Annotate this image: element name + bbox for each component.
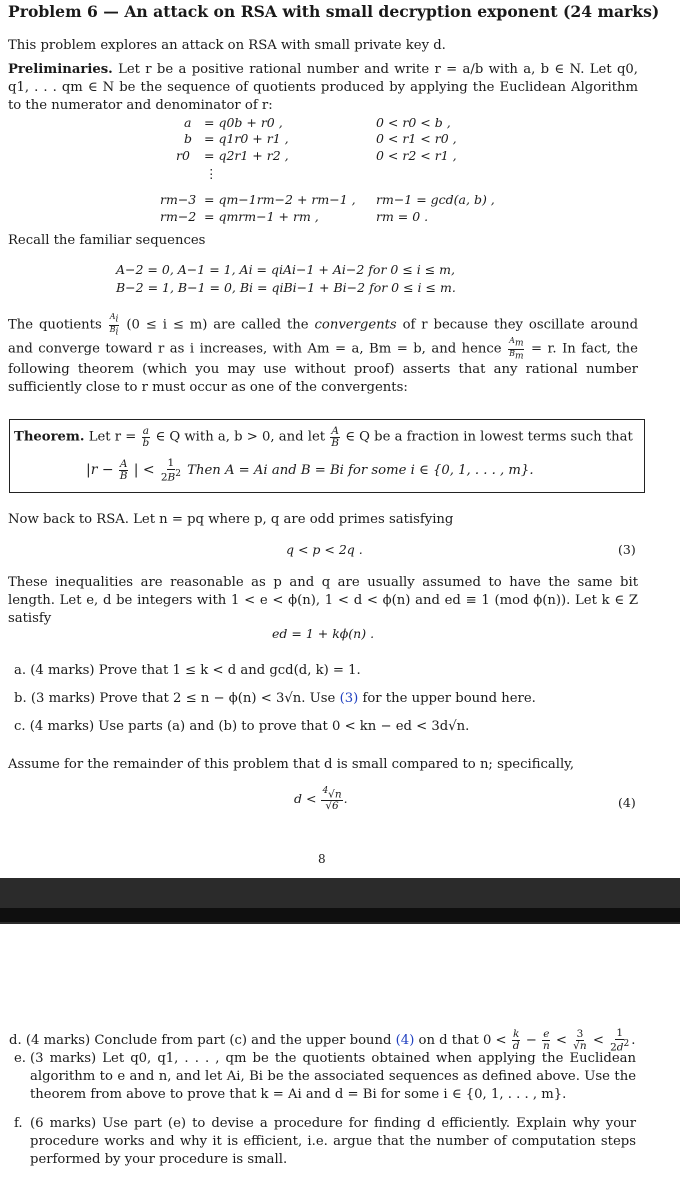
part-a-label: a. [14, 663, 27, 678]
part-c [14, 718, 642, 736]
fraction-3-rootn: $\frac{3}{√n}$ [573, 1028, 587, 1052]
part-a [14, 662, 642, 680]
theorem-line-1 [14, 426, 633, 448]
equation-ed: ed = 1 + kϕ(n) . [272, 626, 375, 641]
equation-3-number: (3) [618, 542, 636, 557]
euclid-rhs-1: = q1r0 + r1 , [204, 131, 289, 146]
fraction-k-d: $\frac{k}{d}$ [512, 1028, 520, 1052]
part-c-text: (4 marks) Use parts (a) and (b) to prove that 0 < kn − ed < 3d√n. [29, 719, 470, 734]
theorem-text-a: Let r = [88, 429, 137, 445]
part-e-label: e. [14, 1051, 26, 1066]
sequence-B: B−2 = 1, B−1 = 0, Bi = qiBi−1 + Bi−2 for 0 ≤ i ≤ m. [116, 280, 456, 295]
part-b-text-a: (3 marks) Prove that 2 ≤ n − ϕ(n) < 3√n. Use [30, 691, 336, 706]
theorem-label: Theorem. [14, 429, 85, 445]
euclid-lhs-1: b [184, 131, 193, 146]
preliminaries-label: Preliminaries. [8, 62, 113, 77]
part-c-label: c. [14, 719, 26, 734]
euclid-lhs-5: rm−2 [160, 209, 197, 224]
theorem-box [9, 419, 645, 493]
euclid-rhs-5: = qmrm−1 + rm , [204, 209, 319, 224]
euclid-cond-4: rm = 0 . [376, 209, 429, 224]
fraction-Am-Bm: $\frac{A_m}{B_m}$ [509, 336, 524, 362]
intro-text: This problem explores an attack on RSA with small private key d. [8, 38, 446, 53]
euclid-rhs-4: = qm−1rm−2 + rm−1 , [204, 192, 356, 207]
page-number: 8 [318, 852, 326, 866]
part-b-label: b. [14, 691, 27, 706]
part-b [14, 690, 642, 708]
euclid-cond-2: 0 < r2 < r1 , [376, 148, 457, 163]
part-d-text-b: on d that 0 < [418, 1032, 507, 1048]
rsa-text: Now back to RSA. Let n = pq where p, q are odd primes satisfying [8, 512, 454, 527]
page-break-divider [0, 878, 680, 924]
part-f-text: (6 marks) Use part (e) to devise a procedure for finding d efficiently. Explain why your procedure works and why it is efficient, i.e. argue that the number of computation steps performed by your procedure is small. [30, 1116, 636, 1167]
part-e-text: (3 marks) Let q0, q1, . . . , qm be the quotients obtained when applying the Euclidean algorithm to e and n, and let Ai, Bi be the associated sequences as defined above. Use the theorem from above to prove that k = Ai and d = Bi for some i ∈ {0, 1, . . . , m}. [30, 1051, 636, 1102]
equation-4-link[interactable]: (4) [395, 1032, 415, 1048]
convergents-text-d: = r. In fact, the following theorem (which you may use without proof) asserts that any rational number sufficiently close to r must occur as one of the convergents: [8, 341, 638, 396]
euclid-cond-3: rm−1 = gcd(a, b) , [376, 192, 495, 207]
fraction-1-2B2: $\frac{1}{2B^2}$ [160, 457, 181, 483]
fraction-a-b: $\frac{a}{b}$ [142, 425, 150, 449]
theorem-conclusion: Then A = Ai and B = Bi for some i ∈ {0, 1, . . . , m}. [187, 462, 534, 478]
preliminaries-text: Let r be a positive rational number and write r = a/b with a, b ∈ N. Let q0, q1, . . . qm ∈ N be the sequence of quotients produced by applying the Euclidean Algorithm to the numerator and denominator of r: [8, 62, 638, 113]
fraction-Ai-Bi: $\frac{A_i}{B_i}$ [109, 312, 119, 338]
preliminaries-paragraph [8, 61, 638, 115]
euclid-rhs-2: = q2r1 + r2 , [204, 148, 289, 163]
part-a-text: (4 marks) Prove that 1 ≤ k < d and gcd(d, k) = 1. [30, 663, 361, 678]
recall-text: Recall the familiar sequences [8, 233, 206, 248]
euclid-lhs-0: a [184, 115, 192, 130]
part-d-text-a: (4 marks) Conclude from part (c) and the upper bound [25, 1032, 392, 1048]
theorem-text-b: ∈ Q with a, b > 0, and let [155, 429, 326, 445]
rsa-text-2: These inequalities are reasonable as p and q are usually assumed to have the same bit length. Let e, d be integers with 1 < e < ϕ(n), 1 < d < ϕ(n) and ed ≡ 1 (mod ϕ(n)). Let k ∈ Z satisfy [8, 575, 638, 626]
part-b-text-b: for the upper bound here. [362, 691, 536, 706]
page-title: Problem 6 — An attack on RSA with small decryption exponent (24 marks) [8, 2, 660, 21]
euclid-cond-0: 0 < r0 < b , [376, 115, 451, 130]
theorem-line-2: |r − $\frac{A}{B}$ | < $\frac{1}{2B^2}$ Then A = Ai and B = Bi for some i ∈ {0, 1, . . . , m}. [86, 457, 534, 483]
convergents-emph: convergents [314, 317, 397, 333]
euclid-lhs-2: r0 [176, 148, 190, 163]
sequence-A: A−2 = 0, A−1 = 1, Ai = qiAi−1 + Ai−2 for 0 ≤ i ≤ m, [116, 262, 456, 277]
equation-3-link[interactable]: (3) [339, 691, 359, 706]
fraction-1-2d2: $\frac{1}{2d^2}$ [610, 1027, 630, 1053]
equation-3: q < p < 2q . [286, 542, 363, 557]
convergents-text-b: (0 ≤ i ≤ m) are called the [126, 317, 309, 333]
theorem-text-c: ∈ Q be a fraction in lowest terms such that [345, 429, 633, 445]
convergents-text-a: The quotients [8, 317, 102, 333]
fraction-A-B: $\frac{A}{B}$ [331, 425, 340, 449]
part-d-label: d. [9, 1032, 22, 1048]
euclid-lhs-4: rm−3 [160, 192, 197, 207]
euclid-rhs-0: = q0b + r0 , [204, 115, 283, 130]
equation-4: d < $\frac{^4√n}{√6}$ . [294, 786, 348, 812]
convergents-text-c: of r because they oscillate around and converge toward r as i increases, with Am = a, Bm = b, and hence [8, 317, 639, 357]
fraction-root4n-root6: $\frac{^4√n}{√6}$ [322, 786, 342, 812]
euclid-cond-1: 0 < r1 < r0 , [376, 131, 457, 146]
fraction-e-n: $\frac{e}{n}$ [542, 1028, 550, 1052]
convergents-paragraph [8, 313, 638, 397]
fraction-A-B-abs: $\frac{A}{B}$ [119, 458, 128, 482]
equation-4-number: (4) [618, 795, 636, 810]
assume-text: Assume for the remainder of this problem that d is small compared to n; specifically, [8, 757, 575, 772]
euclid-vdots: ⋮ [205, 166, 218, 181]
part-f-label: f. [14, 1116, 23, 1131]
part-d: d. (4 marks) Conclude from part (c) and the upper bound (4) on d that 0 < $\frac{k}{d}$ − $\frac{e}{n}$ < $\frac{3}{√n}$ < $\frac{1}{2d^2}$ . [9, 1027, 636, 1053]
